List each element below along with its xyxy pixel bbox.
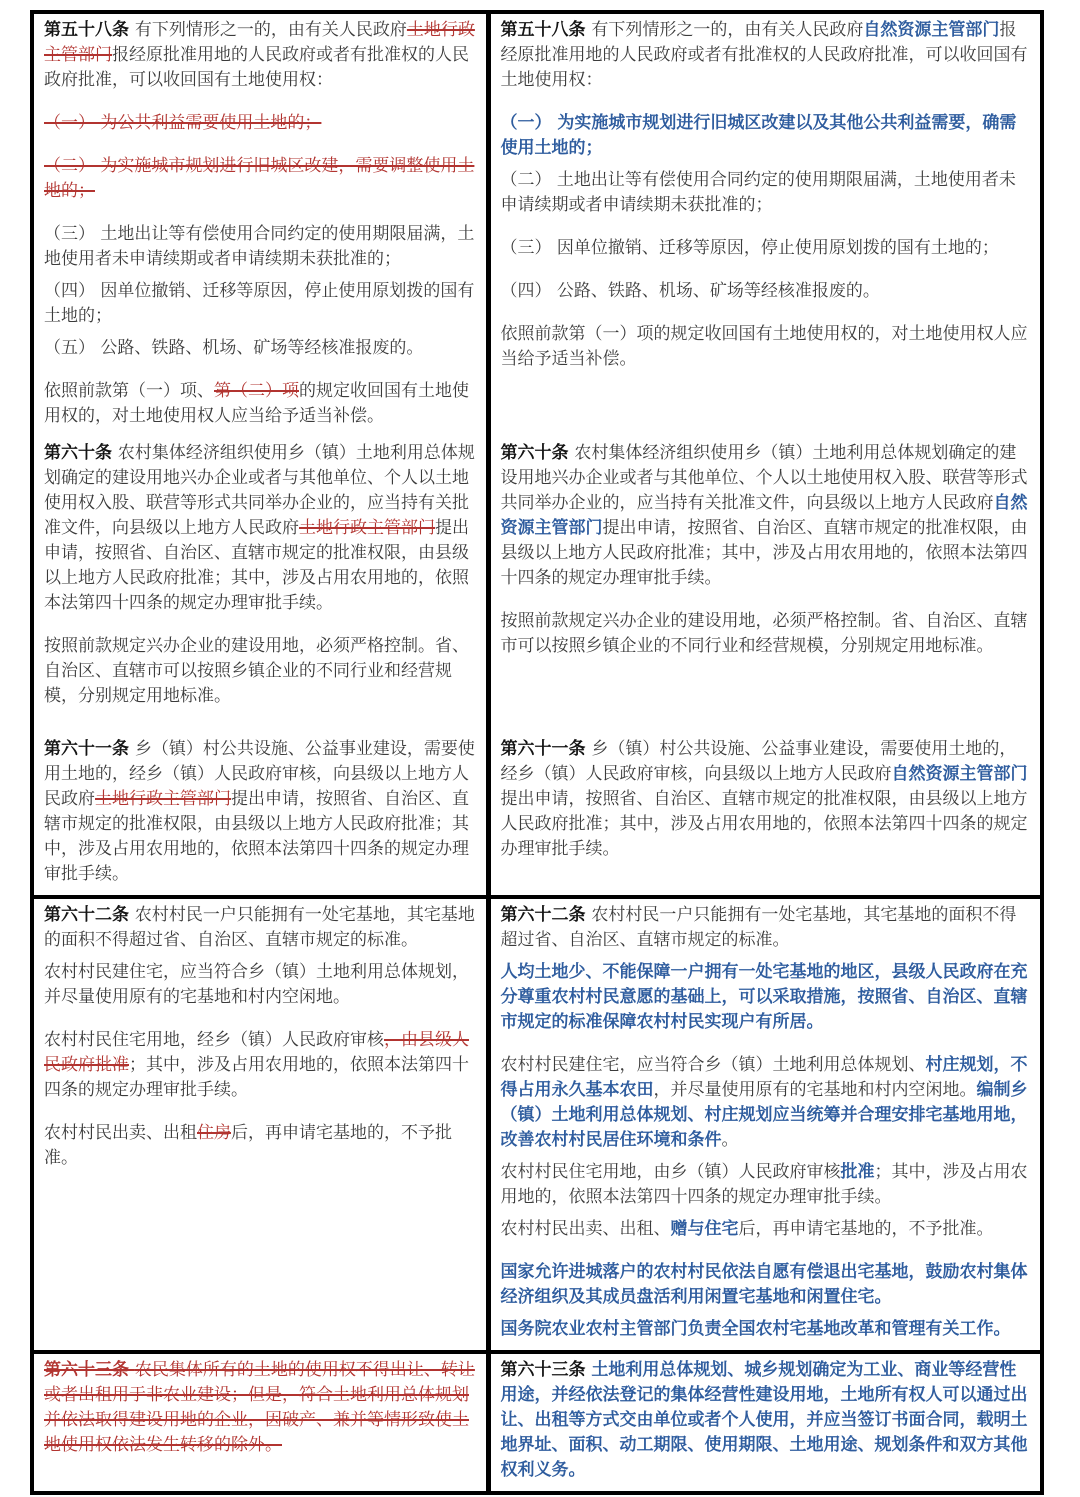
article-number-label: 第六十一条 bbox=[500, 739, 592, 759]
text-run: 有下列情形之一的，由有关人民政府 bbox=[591, 20, 864, 40]
paragraph bbox=[44, 336, 478, 361]
text-run: 乡（镇）村公共设施、公益事业建设，需要使用土地的，经乡（镇）人民政府审核，向县级以上地方人民政府 bbox=[44, 739, 475, 809]
deleted-text: 第六十三条 bbox=[44, 1360, 135, 1380]
paragraph bbox=[44, 379, 478, 429]
inserted-text: 赠与住宅 bbox=[670, 1219, 739, 1239]
paragraph bbox=[501, 168, 1033, 218]
paragraph bbox=[501, 1358, 1033, 1483]
new-law-cell bbox=[488, 897, 1042, 1352]
text-run: （三） 因单位撤销、迁移等原因，停止使用原划拨的国有土地的； bbox=[500, 238, 999, 258]
paragraph bbox=[44, 441, 478, 616]
article-number-label: 第六十三条 bbox=[500, 1360, 592, 1380]
article-number-label: 第六十二条 bbox=[500, 905, 592, 925]
text-run: ，并尽量使用原有的宅基地和村内空闲地。 bbox=[653, 1080, 977, 1100]
old-law-cell bbox=[32, 437, 488, 717]
paragraph bbox=[501, 1260, 1033, 1310]
text-run: 依照前款第（一）项的规定收回国有土地使用权的，对土地使用权人应当给予适当补偿。 bbox=[500, 324, 1028, 369]
inserted-text: 人均土地少、不能保障一户拥有一处宅基地的地区，县级人民政府在充分尊重农村村民意愿的基础上，可以采取措施，按照省、自治区、直辖市规定的标准保障农村村民实现户有所居。 bbox=[500, 962, 1028, 1032]
text-run: 农村集体经济组织使用乡（镇）土地利用总体规划确定的建设用地兴办企业或者与其他单位、个人以土地使用权入股、联营等形式共同举办企业的，应当持有关批准文件，向县级以上地方人民政府 bbox=[500, 443, 1028, 513]
text-run: 提出申请，按照省、自治区、直辖市规定的批准权限，由县级以上地方人民政府批准；其中，涉及占用农用地的，依照本法第四十四条的规定办理审批手续。 bbox=[500, 789, 1028, 859]
inserted-text: 土地利用总体规划、城乡规划确定为工业、商业等经营性用途，并经依法登记的集体经营性建设用地，土地所有权人可以通过出让、出租等方式交由单位或者个人使用，并应当签订书面合同，载明土地界址、面积、动工期限、使用期限、土地用途、规划条件和双方其他权利义务。 bbox=[500, 1360, 1028, 1480]
paragraph bbox=[501, 236, 1033, 261]
paragraph bbox=[44, 1121, 478, 1171]
inserted-text: 自然资源主管部门 bbox=[500, 493, 1028, 538]
table-row-article-62 bbox=[32, 897, 1042, 1352]
text-run: ；其中，涉及占用农用地的，依照本法第四十四条的规定办理审批手续。 bbox=[500, 1162, 1028, 1207]
paragraph bbox=[501, 322, 1033, 372]
text-run: 按照前款规定兴办企业的建设用地，必须严格控制。省、自治区、直辖市可以按照乡镇企业的不同行业和经营规模，分别规定用地标准。 bbox=[44, 636, 469, 706]
text-run: （三） 土地出让等有偿使用合同约定的使用期限届满，土地使用者未申请续期或者申请续期未获批准的； bbox=[44, 224, 475, 269]
inserted-text: 编制乡（镇）土地利用总体规划、村庄规划应当统筹并合理安排宅基地用地，改善农村村民居住环境和条件 bbox=[500, 1080, 1028, 1150]
text-run: 的规定收回国有土地使用权的，对土地使用权人应当给予适当补偿。 bbox=[44, 381, 469, 426]
inserted-text: 国家允许进城落户的农村村民依法自愿有偿退出宅基地，鼓励农村集体经济组织及其成员盘活利用闲置宅基地和闲置住宅。 bbox=[500, 1262, 1028, 1307]
paragraph bbox=[501, 111, 1033, 161]
text-run: 农村村民建住宅，应当符合乡（镇）土地利用总体规划、 bbox=[500, 1055, 926, 1075]
paragraph bbox=[44, 222, 478, 272]
article-number-label: 第六十条 bbox=[44, 443, 118, 463]
law-comparison-table bbox=[30, 10, 1044, 1495]
paragraph bbox=[501, 1217, 1033, 1242]
deleted-text: 土地行政主管部门 bbox=[44, 20, 475, 65]
deleted-text: ，由县级人民政府批准 bbox=[44, 1030, 469, 1075]
article-number-label: 第六十条 bbox=[500, 443, 575, 463]
old-law-cell bbox=[32, 12, 488, 437]
text-run: 农村村民一户只能拥有一处宅基地，其宅基地的面积不得超过省、自治区、直辖市规定的标准。 bbox=[44, 905, 475, 950]
article-number-label: 第五十八条 bbox=[44, 20, 135, 40]
paragraph bbox=[44, 960, 478, 1010]
old-law-cell bbox=[32, 717, 488, 897]
deleted-text: （二） 为实施城市规划进行旧城区改建，需要调整使用土地的； bbox=[44, 156, 475, 201]
text-run: 提出申请，按照省、自治区、直辖市规定的批准权限，由县级以上地方人民政府批准；其中，涉及占用农用地的，依照本法第四十四条的规定办理审批手续。 bbox=[500, 518, 1028, 588]
text-run: 。 bbox=[721, 1130, 739, 1150]
text-run: 报经原批准用地的人民政府或者有批准权的人民政府批准，可以收回国有土地使用权： bbox=[44, 45, 469, 90]
paragraph bbox=[44, 737, 478, 887]
inserted-text: （一） 为实施城市规划进行旧城区改建以及其他公共利益需要，确需使用土地的； bbox=[500, 113, 1017, 158]
deleted-text: （一） 为公共利益需要使用土地的； bbox=[44, 113, 322, 133]
deleted-text: 住房 bbox=[197, 1123, 231, 1143]
text-run: 乡（镇）村公共设施、公益事业建设，需要使用土地的，经乡（镇）人民政府审核，向县级以上地方人民政府 bbox=[500, 739, 1017, 784]
old-law-cell bbox=[32, 897, 488, 1352]
paragraph bbox=[44, 1028, 478, 1103]
text-run: 农村村民住宅用地，经乡（镇）人民政府审核 bbox=[44, 1030, 384, 1050]
text-run: 提出申请，按照省、自治区、直辖市规定的批准权限，由县级以上地方人民政府批准；其中，涉及占用农用地的，依照本法第四十四条的规定办理审批手续。 bbox=[44, 518, 469, 613]
table-row-article-58 bbox=[32, 12, 1042, 437]
paragraph bbox=[44, 1358, 478, 1458]
paragraph bbox=[501, 1053, 1033, 1153]
text-run: 农村村民建住宅，应当符合乡（镇）土地利用总体规划，并尽量使用原有的宅基地和村内空闲地。 bbox=[44, 962, 469, 1007]
text-run: （五） 公路、铁路、机场、矿场等经核准报废的。 bbox=[44, 338, 424, 358]
paragraph bbox=[44, 154, 478, 204]
paragraph bbox=[501, 1160, 1033, 1210]
text-run: 农村村民出卖、出租 bbox=[44, 1123, 197, 1143]
paragraph bbox=[44, 18, 478, 93]
table-row-article-61 bbox=[32, 717, 1042, 897]
text-run: ；其中，涉及占用农用地的，依照本法第四十四条的规定办理审批手续。 bbox=[44, 1055, 469, 1100]
inserted-text: 自然资源主管部门 bbox=[891, 764, 1028, 784]
paragraph bbox=[501, 737, 1033, 862]
text-run: （四） 公路、铁路、机场、矿场等经核准报废的。 bbox=[500, 281, 880, 301]
deleted-text: 土地行政主管部门 bbox=[299, 518, 435, 538]
text-run: 有下列情形之一的，由有关人民政府 bbox=[134, 20, 407, 40]
paragraph bbox=[501, 279, 1033, 304]
article-number-label: 第六十一条 bbox=[44, 739, 135, 759]
table-row-article-63 bbox=[32, 1352, 1042, 1493]
paragraph bbox=[44, 279, 478, 329]
old-law-cell bbox=[32, 1352, 488, 1493]
inserted-text: 国务院农业农村主管部门负责全国农村宅基地改革和管理有关工作。 bbox=[500, 1319, 1011, 1339]
deleted-text: 土地行政主管部门 bbox=[95, 789, 231, 809]
new-law-cell bbox=[488, 12, 1042, 437]
paragraph bbox=[44, 903, 478, 953]
table-row-article-60 bbox=[32, 437, 1042, 717]
inserted-text: 批准 bbox=[840, 1162, 875, 1182]
text-run: 农村村民出卖、出租、 bbox=[500, 1219, 671, 1239]
comparison-table-body bbox=[32, 12, 1042, 1493]
text-run: 农村村民住宅用地，由乡（镇）人民政府审核 bbox=[500, 1162, 841, 1182]
paragraph bbox=[501, 18, 1033, 93]
paragraph bbox=[501, 609, 1033, 659]
text-run: 后，再申请宅基地的，不予批准。 bbox=[738, 1219, 994, 1239]
text-run: （二） 土地出让等有偿使用合同约定的使用期限届满，土地使用者未申请续期或者申请续期未获批准的； bbox=[500, 170, 1016, 215]
text-run: 后，再申请宅基地的，不予批准。 bbox=[44, 1123, 452, 1168]
deleted-text: 第（二）项 bbox=[214, 381, 299, 401]
paragraph bbox=[501, 1317, 1033, 1342]
paragraph bbox=[501, 960, 1033, 1035]
paragraph bbox=[44, 111, 478, 136]
text-run: 农村集体经济组织使用乡（镇）土地利用总体规划确定的建设用地兴办企业或者与其他单位、个人以土地使用权入股、联营等形式共同举办企业的，应当持有关批准文件，向县级以上地方人民政府 bbox=[44, 443, 475, 538]
text-run: 按照前款规定兴办企业的建设用地，必须严格控制。省、自治区、直辖市可以按照乡镇企业的不同行业和经营规模，分别规定用地标准。 bbox=[500, 611, 1028, 656]
inserted-text: 自然资源主管部门 bbox=[863, 20, 1000, 40]
text-run: 依照前款第（一）项、 bbox=[44, 381, 214, 401]
text-run: （四） 因单位撤销、迁移等原因，停止使用原划拨的国有土地的； bbox=[44, 281, 475, 326]
new-law-cell bbox=[488, 1352, 1042, 1493]
deleted-text: 农民集体所有的土地的使用权不得出让、转让或者出租用于非农业建设；但是，符合土地利用总体规划并依法取得建设用地的企业，因破产、兼并等情形致使土地使用权依法发生转移的除外。 bbox=[44, 1360, 475, 1455]
inserted-text: 村庄规划，不得占用永久基本农田 bbox=[500, 1055, 1028, 1100]
new-law-cell bbox=[488, 717, 1042, 897]
paragraph bbox=[501, 441, 1033, 591]
paragraph bbox=[501, 903, 1033, 953]
text-run: 报经原批准用地的人民政府或者有批准权的人民政府批准，可以收回国有土地使用权： bbox=[500, 20, 1028, 90]
text-run: 农村村民一户只能拥有一处宅基地，其宅基地的面积不得超过省、自治区、直辖市规定的标准。 bbox=[500, 905, 1017, 950]
text-run: 提出申请，按照省、自治区、直辖市规定的批准权限，由县级以上地方人民政府批准；其中，涉及占用农用地的，依照本法第四十四条的规定办理审批手续。 bbox=[44, 789, 469, 884]
new-law-cell bbox=[488, 437, 1042, 717]
paragraph bbox=[44, 634, 478, 709]
article-number-label: 第六十二条 bbox=[44, 905, 135, 925]
article-number-label: 第五十八条 bbox=[500, 20, 592, 40]
